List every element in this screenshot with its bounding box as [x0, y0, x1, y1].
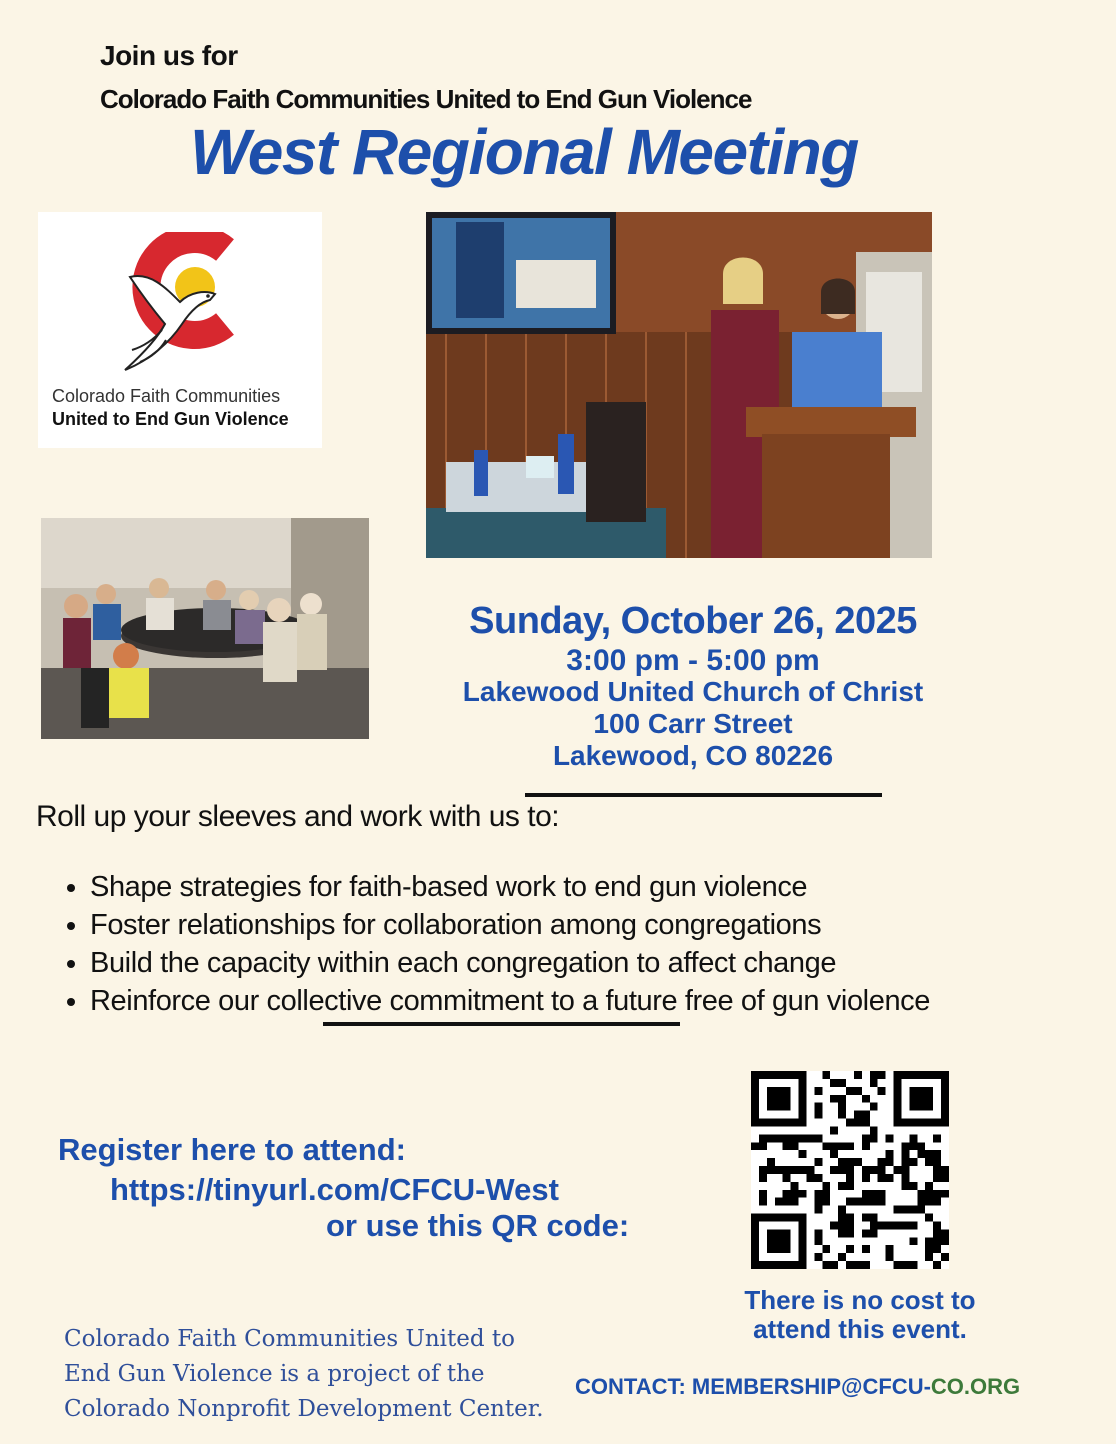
speakers-photo: [426, 212, 932, 558]
event-date: Sunday, October 26, 2025: [469, 600, 917, 642]
event-venue: Lakewood United Church of Christ: [462, 676, 924, 707]
join-heading: Join us for: [100, 40, 238, 71]
organization-heading: Colorado Faith Communities United to End Gun Violence: [100, 84, 752, 114]
no-cost-note: There is no cost to attend this event.: [744, 1285, 976, 1344]
contact-email-prefix: CONTACT: MEMBERSHIP@CFCU-: [575, 1374, 931, 1399]
list-item: • Shape strategies for faith-based work to end gun violence: [90, 868, 930, 906]
divider: [323, 1022, 680, 1026]
event-street: 100 Carr Street: [593, 708, 793, 739]
list-item: • Build the capacity within each congregation to affect change: [90, 944, 930, 982]
register-link[interactable]: https://tinyurl.com/CFCU-West: [110, 1172, 559, 1207]
page-title: West Regional Meeting: [190, 116, 858, 188]
goals-list: [56, 868, 930, 1020]
qr-instruction: or use this QR code:: [326, 1208, 630, 1243]
contact-email-domain: CO.ORG: [930, 1374, 1021, 1399]
footer-note: Colorado Faith Communities United to End Gun Violence is a project of the Colorado Nonprofit Development Center.: [64, 1326, 544, 1422]
organization-logo: [38, 212, 322, 448]
dove-colorado-flag-icon: [120, 232, 240, 382]
list-item: • Foster relationships for collaboration among congregations: [90, 906, 930, 944]
logo-text-line2: United to End Gun Violence: [52, 409, 289, 429]
logo-text-line1: Colorado Faith Communities: [52, 386, 281, 406]
list-item: • Reinforce our collective commitment to a future free of gun violence: [90, 982, 930, 1020]
group-discussion-photo: [41, 518, 369, 739]
intro-text: Roll up your sleeves and work with us to:: [36, 800, 560, 833]
register-label: Register here to attend:: [58, 1132, 406, 1167]
qr-code[interactable]: [751, 1071, 949, 1269]
divider: [525, 793, 882, 797]
event-city: Lakewood, CO 80226: [552, 740, 834, 771]
contact-email[interactable]: [575, 1374, 1020, 1400]
event-time: 3:00 pm - 5:00 pm: [566, 644, 820, 677]
